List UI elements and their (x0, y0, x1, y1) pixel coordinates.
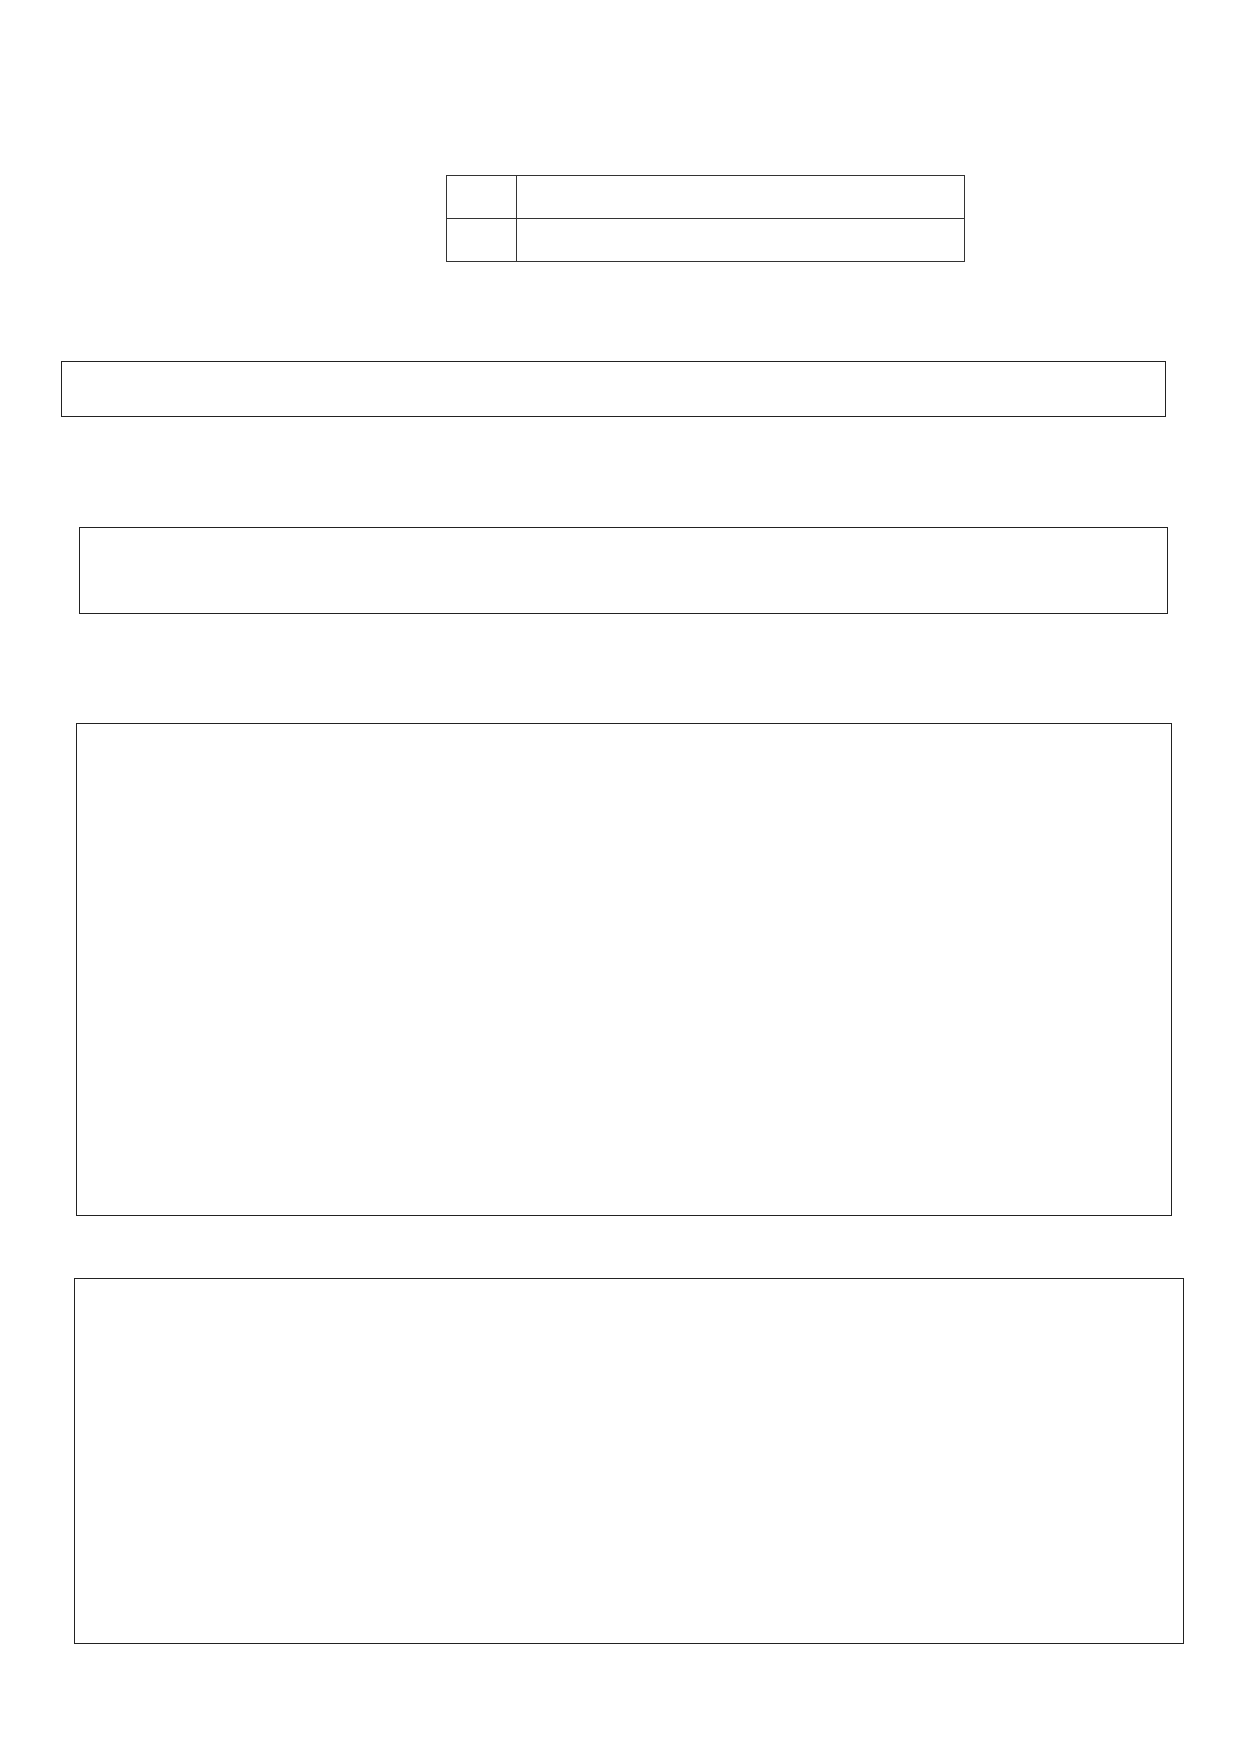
info-table (446, 175, 965, 262)
theme-box (61, 361, 1166, 417)
table-row (447, 219, 965, 262)
location-label (447, 176, 517, 219)
school-name-label (447, 219, 517, 262)
school-name-value (517, 219, 965, 262)
schedule-box (76, 723, 1172, 1216)
location-value (517, 176, 965, 219)
reason-box (79, 527, 1168, 614)
environment-box (74, 1278, 1184, 1644)
table-row (447, 176, 965, 219)
